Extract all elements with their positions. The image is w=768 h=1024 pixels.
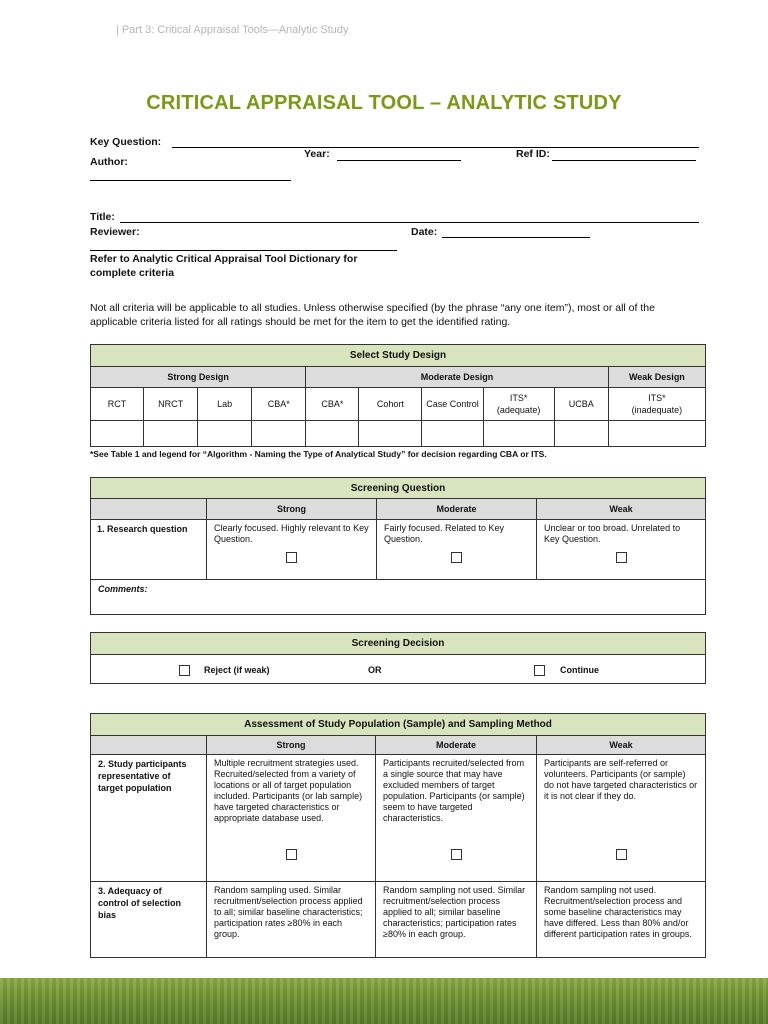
design-col-lab: Lab — [198, 388, 252, 421]
criterion-3-moderate-text: Random sampling not used. Similar recruitment/selection process applied to all; similar baseline characteristics; participation rates ≥80% in each group. — [383, 885, 526, 939]
year-field[interactable] — [337, 160, 461, 161]
weak-header: Weak — [537, 499, 706, 520]
select-its-inadequate-cell[interactable] — [608, 421, 705, 447]
design-col-its-inadequate — [608, 388, 705, 421]
year-label: Year: — [304, 148, 330, 160]
design-col-cba-moderate: CBA* — [306, 388, 359, 421]
criterion-2-weak-cell — [537, 755, 706, 882]
criterion-3-label — [91, 882, 207, 958]
design-col-nrct: NRCT — [144, 388, 198, 421]
decision-row — [91, 655, 706, 684]
design-col-case-control: Case Control — [422, 388, 483, 421]
select-cba-strong-cell[interactable] — [252, 421, 306, 447]
screening-question-table — [90, 477, 706, 615]
design-col-cohort: Cohort — [359, 388, 422, 421]
screening-decision-table — [90, 632, 706, 684]
blank-header — [91, 499, 207, 520]
title-label: Title: — [90, 211, 115, 223]
intro-paragraph: Not all criteria will be applicable to all studies. Unless otherwise specified (by the phrase “any one item”), most or all of the applicable criteria listed for all ratings should be met for the item to get the identified rating. — [90, 302, 655, 328]
select-ucba-cell[interactable] — [554, 421, 608, 447]
page-title: CRITICAL APPRAISAL TOOL – ANALYTIC STUDY — [146, 92, 622, 114]
moderate-design-header: Moderate Design — [306, 367, 608, 388]
date-field[interactable] — [442, 237, 590, 238]
select-its-adequate-cell[interactable] — [483, 421, 554, 447]
its-label: ITS* — [509, 393, 528, 403]
moderate-header: Moderate — [377, 499, 537, 520]
blank-header — [91, 736, 207, 755]
screening-question-heading: Screening Question — [91, 478, 706, 499]
select-lab-cell[interactable] — [198, 421, 252, 447]
author-label: Author: — [90, 156, 128, 168]
moderate-text: Fairly focused. Related to Key Question. — [384, 523, 505, 544]
assessment-table — [90, 713, 706, 958]
strong-header: Strong — [207, 499, 377, 520]
criterion-2-strong-checkbox[interactable] — [286, 849, 297, 860]
strong-checkbox[interactable] — [286, 552, 297, 563]
criterion-2-moderate-text: Participants recruited/selected from a single source that may have excluded members of target population. Participants (or sample) seem to have targeted characteristics. — [383, 758, 525, 823]
ref-id-label: Ref ID: — [516, 148, 550, 160]
select-case-control-cell[interactable] — [422, 421, 483, 447]
research-question-label: 1. Research question — [91, 520, 207, 580]
design-col-ucba: UCBA — [554, 388, 608, 421]
criterion-2-strong-text: Multiple recruitment strategies used. Recruited/selected from a variety of locations or all of target population included. Participants (or lab sample) have targeted characteristics or appropriate database used. — [214, 758, 363, 823]
select-rct-cell[interactable] — [91, 421, 144, 447]
strong-design-header: Strong Design — [91, 367, 306, 388]
comments-label: Comments: — [98, 584, 148, 594]
criterion-2-weak-text: Participants are self-referred or volunteers. Participants (or sample) do not have targeted characteristics or it is not clear if they do. — [544, 758, 698, 801]
criterion-3-weak-text: Random sampling not used. Recruitment/selection process and some baseline characteristics may have differed. Less than 80% and/or different participation rates in groups. — [544, 885, 692, 939]
moderate-header: Moderate — [376, 736, 537, 755]
study-design-table — [90, 344, 706, 447]
criterion-3-strong-text: Random sampling used. Similar recruitment/selection process applied to all; similar baseline characteristics; participation rates ≥80% in each group. — [214, 885, 363, 939]
or-label: OR — [368, 665, 382, 675]
weak-text: Unclear or too broad. Unrelated to Key Question. — [544, 523, 681, 544]
design-col-its-adequate — [483, 388, 554, 421]
reviewer-field[interactable] — [90, 250, 397, 251]
weak-design-header: Weak Design — [608, 367, 705, 388]
refer-note: Refer to Analytic Critical Appraisal Tool Dictionary for complete criteria — [90, 253, 358, 279]
design-col-rct: RCT — [91, 388, 144, 421]
select-cohort-cell[interactable] — [359, 421, 422, 447]
criterion-2-weak-checkbox[interactable] — [616, 849, 627, 860]
moderate-checkbox[interactable] — [451, 552, 462, 563]
criterion-3-strong-cell — [207, 882, 376, 958]
date-label: Date: — [411, 226, 438, 238]
its-label: ITS* — [648, 393, 666, 403]
continue-checkbox[interactable] — [534, 665, 545, 676]
design-footnote: *See Table 1 and legend for “Algorithm - Naming the Type of Analytical Study” for decision regarding CBA or ITS. — [90, 449, 547, 459]
grass-footer-band — [0, 978, 768, 1024]
reviewer-label: Reviewer: — [90, 226, 140, 238]
continue-label: Continue — [560, 665, 599, 675]
moderate-cell — [377, 520, 537, 580]
strong-text: Clearly focused. Highly relevant to Key Question. — [214, 523, 369, 544]
select-nrct-cell[interactable] — [144, 421, 198, 447]
design-col-cba-strong: CBA* — [252, 388, 306, 421]
reject-label: Reject (if weak) — [204, 665, 270, 675]
weak-cell — [537, 520, 706, 580]
weak-header: Weak — [537, 736, 706, 755]
title-field[interactable] — [120, 222, 699, 223]
criterion-2-strong-cell — [207, 755, 376, 882]
reject-checkbox[interactable] — [179, 665, 190, 676]
comments-field[interactable] — [91, 580, 706, 615]
adequate-label: (adequate) — [496, 405, 541, 415]
screening-decision-heading: Screening Decision — [91, 633, 706, 655]
key-question-label: Key Question: — [90, 136, 162, 148]
key-question-field[interactable] — [172, 147, 699, 148]
strong-cell — [207, 520, 377, 580]
assessment-heading: Assessment of Study Population (Sample) and Sampling Method — [91, 714, 706, 736]
strong-header: Strong — [207, 736, 376, 755]
criterion-2-label — [91, 755, 207, 882]
criterion-3-text: 3. Adequacy of control of selection bias — [98, 886, 182, 920]
criterion-3-weak-cell — [537, 882, 706, 958]
ref-id-field[interactable] — [552, 160, 696, 161]
inadequate-label: (inadequate) — [631, 405, 683, 415]
criterion-3-moderate-cell — [376, 882, 537, 958]
select-cba-moderate-cell[interactable] — [306, 421, 359, 447]
author-field[interactable] — [90, 180, 291, 181]
criterion-2-moderate-cell — [376, 755, 537, 882]
criterion-2-text: 2. Study participants representative of target population — [98, 759, 187, 793]
study-design-heading: Select Study Design — [91, 345, 706, 367]
criterion-2-moderate-checkbox[interactable] — [451, 849, 462, 860]
weak-checkbox[interactable] — [616, 552, 627, 563]
running-header: | Part 3: Critical Appraisal Tools—Analytic Study — [116, 24, 349, 36]
